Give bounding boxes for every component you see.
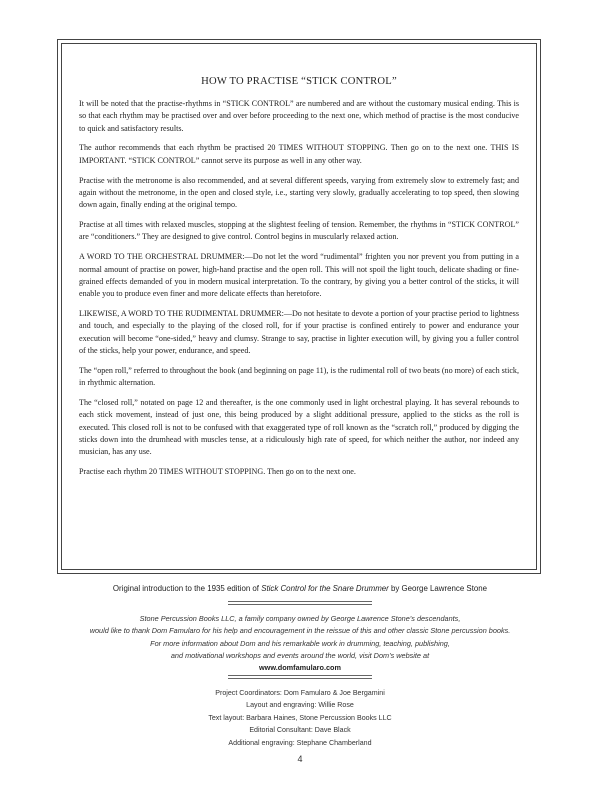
- acknowledgement-line: and motivational workshops and events around the world, visit Dom’s website at: [170, 650, 430, 660]
- staff-line: Layout and engraving: Willie Rose: [246, 701, 354, 710]
- staff-line: Editorial Consultant: Dave Black: [249, 726, 351, 735]
- paragraph-relaxed-muscles: Practise at all times with relaxed muscles, stopping at the slightest feeling of tension. Remember, the rhythms in “STICK CONTROL” are “conditioners.” They are designed to give control. Control begins in muscularly relaxed action.: [79, 220, 519, 242]
- introduction-title: HOW TO PRACTISE “STICK CONTROL”: [201, 76, 397, 87]
- caption-suffix: by George Lawrence Stone: [388, 584, 488, 593]
- paragraph-metronome: Practise with the metronome is also recommended, and at several different speeds, varying from extremely slow to extremely fast; and again without the metronome, in the open and closed style, i.e., starting very slowly, gradually accelerating to top speed, then slowing down again, finally ending at the original tempo.: [79, 175, 519, 210]
- acknowledgement-line: Stone Percussion Books LLC, a family company owned by George Lawrence Stone’s descendants,: [139, 614, 461, 623]
- edition-caption: [0, 584, 600, 593]
- paragraph-rudimental-drummer: LIKEWISE, A WORD TO THE RUDIMENTAL DRUMMER:—Do not hesitate to devote a portion of your practise period to lightness and touch, and especially to the playing of the closed roll, for if your practise is confined entirely to power and endurance your execution will become “one-sided,” heavy and clumsy. Strange to say, practise in lighter execution will, by giving you a fuller control of the sticks, help your power, endurance, and speed.: [79, 309, 519, 356]
- page-number: 4: [297, 754, 303, 764]
- staff-line: Additional engraving: Stephane Chamberland: [228, 738, 372, 747]
- staff-credits: [0, 687, 600, 749]
- caption-book-title: Stick Control for the Snare Drummer: [261, 584, 389, 593]
- paragraph-twenty-times: The author recommends that each rhythm be practised 20 TIMES WITHOUT STOPPING. Then go on to the next one. THIS IS IMPORTANT. “STICK CONTROL” cannot serve its purpose as well in any other way.: [79, 143, 519, 165]
- paragraph-open-roll: The “open roll,” referred to throughout the book (and beginning on page 11), is the rudimental roll of two beats (no more) of each stick, in rhythmic alternation.: [79, 365, 519, 388]
- caption-prefix: Original introduction to the 1935 edition of: [112, 584, 262, 593]
- staff-line: Project Coordinators: Dom Famularo & Joe Bergamini: [215, 689, 385, 697]
- website-link[interactable]: www.domfamularo.com: [258, 663, 342, 673]
- introduction-box: [57, 39, 541, 574]
- introduction-box-inner: [61, 43, 537, 570]
- staff-line: Text layout: Barbara Haines, Stone Percussion Books LLC: [208, 713, 392, 722]
- paragraph-closed-roll: The “closed roll,” notated on page 12 and thereafter, is the one commonly used in light orchestral playing. It has several rebounds to each stick movement, instead of just one, this being produced by a slight additional pressure, applied to the sticks as the roll is executed. This closed roll is not to be confused with that exaggerated type of roll known as the “scratch roll,” produced by digging the sticks down into the drumhead with muscles tense, at a ridiculously high rate of speed, for which neither the author, nor indeed any musician, has any use.: [79, 398, 519, 457]
- paragraph-closing: Practise each rhythm 20 TIMES WITHOUT STOPPING. Then go on to the next one.: [79, 467, 356, 477]
- acknowledgement-line: For more information about Dom and his remarkable work in drumming, teaching, publishing,: [150, 638, 450, 648]
- paragraph-orchestral-drummer: A WORD TO THE ORCHESTRAL DRUMMER:—Do not let the word “rudimental” frighten you nor prevent you from putting in a normal amount of practise on power, high-hand practise and the open roll. This will not spoil the light touch, delicate shading or fine-grained effects demanded of you in modern musical interpretation. To the contrary, by giving you a better control of the sticks, it will enable you to produce even finer and more delicate effects than heretofore.: [79, 252, 519, 299]
- divider-top: [228, 601, 372, 605]
- paragraph-numbering: It will be noted that the practise-rhythms in “STICK CONTROL” are numbered and are without the customary musical ending. This is so that each rhythm may be practised over and over before proceeding to the next one, which method of practise is the most conducive to quick and satisfactory results.: [79, 99, 519, 133]
- acknowledgement-block: [0, 613, 600, 674]
- acknowledgement-line: would like to thank Dom Famularo for his help and encouragement in the reissue of this and other classic Stone percussion books.: [89, 626, 511, 636]
- divider-bottom: [228, 675, 372, 679]
